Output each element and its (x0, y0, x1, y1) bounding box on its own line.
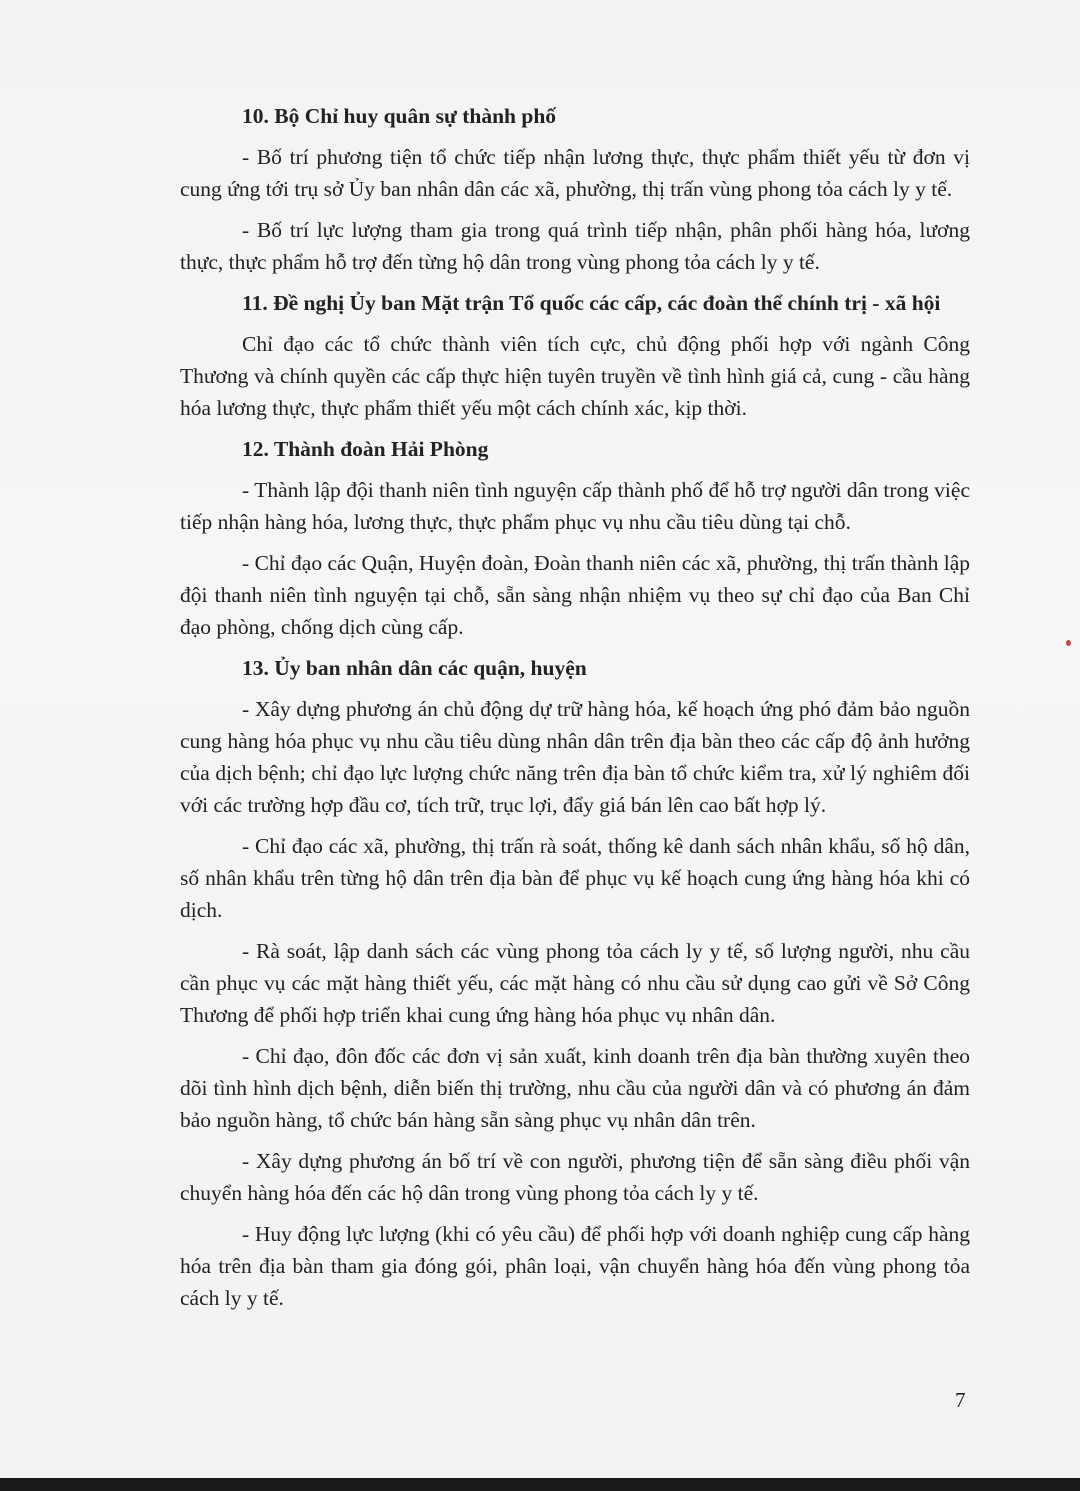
section-heading-12: 12. Thành đoàn Hải Phòng (242, 437, 489, 461)
section-heading-10: 10. Bộ Chỉ huy quân sự thành phố (242, 104, 557, 128)
section-heading-13: 13. Ủy ban nhân dân các quận, huyện (242, 656, 587, 680)
section-13-paragraph-1: - Xây dựng phương án chủ động dự trữ hàng hóa, kế hoạch ứng phó đảm bảo nguồn cung hàng hóa phục vụ nhu cầu tiêu dùng nhân dân trên địa bàn theo các cấp độ ảnh hưởng của dịch bệnh; chỉ đạo lực lượng chức năng trên địa bàn tổ chức kiểm tra, xử lý nghiêm đối với các trường hợp đầu cơ, tích trữ, trục lợi, đẩy giá bán lên cao bất hợp lý. (180, 697, 970, 817)
section-12-paragraph-1: - Thành lập đội thanh niên tình nguyện cấp thành phố để hỗ trợ người dân trong việc tiếp nhận hàng hóa, lương thực, thực phẩm phục vụ nhu cầu tiêu dùng tại chỗ. (180, 478, 970, 534)
section-11-paragraph-1: Chỉ đạo các tổ chức thành viên tích cực, chủ động phối hợp với ngành Công Thương và chính quyền các cấp thực hiện tuyên truyền về tình hình giá cả, cung - cầu hàng hóa lương thực, thực phẩm thiết yếu một cách chính xác, kịp thời. (180, 332, 970, 420)
section-10-paragraph-2: - Bố trí lực lượng tham gia trong quá trình tiếp nhận, phân phối hàng hóa, lương thực, thực phẩm hỗ trợ đến từng hộ dân trong vùng phong tỏa cách ly y tế. (180, 218, 970, 274)
section-12-paragraph-2: - Chỉ đạo các Quận, Huyện đoàn, Đoàn thanh niên các xã, phường, thị trấn thành lập đội thanh niên tình nguyện tại chỗ, sẵn sàng nhận nhiệm vụ theo sự chỉ đạo của Ban Chỉ đạo phòng, chống dịch cùng cấp. (180, 551, 970, 639)
section-13-paragraph-5: - Xây dựng phương án bố trí về con người, phương tiện để sẵn sàng điều phối vận chuyển hàng hóa đến các hộ dân trong vùng phong tỏa cách ly y tế. (180, 1149, 970, 1205)
section-13-paragraph-3: - Rà soát, lập danh sách các vùng phong tỏa cách ly y tế, số lượng người, nhu cầu cần phục vụ các mặt hàng thiết yếu, các mặt hàng có nhu cầu sử dụng cao gửi về Sở Công Thương để phối hợp triển khai cung ứng hàng hóa phục vụ nhân dân. (180, 939, 970, 1027)
page-number: 7 (955, 1388, 966, 1412)
section-13-paragraph-2: - Chỉ đạo các xã, phường, thị trấn rà soát, thống kê danh sách nhân khẩu, số hộ dân, số nhân khẩu trên từng hộ dân trên địa bàn để phục vụ kế hoạch cung ứng hàng hóa khi có dịch. (180, 834, 970, 922)
section-heading-11: 11. Đề nghị Ủy ban Mặt trận Tổ quốc các cấp, các đoàn thể chính trị - xã hội (242, 291, 941, 315)
bottom-edge-bar (0, 1478, 1080, 1491)
section-13-paragraph-4: - Chỉ đạo, đôn đốc các đơn vị sản xuất, kinh doanh trên địa bàn thường xuyên theo dõi tình hình dịch bệnh, diễn biến thị trường, nhu cầu của người dân và có phương án đảm bảo nguồn hàng, tổ chức bán hàng sẵn sàng phục vụ nhân dân trên. (180, 1044, 970, 1132)
document-body (180, 100, 970, 1323)
section-10-paragraph-1: - Bố trí phương tiện tổ chức tiếp nhận lương thực, thực phẩm thiết yếu từ đơn vị cung ứng tới trụ sở Ủy ban nhân dân các xã, phường, thị trấn vùng phong tỏa cách ly y tế. (180, 145, 970, 201)
red-ink-mark (1066, 640, 1071, 646)
section-13-paragraph-6: - Huy động lực lượng (khi có yêu cầu) để phối hợp với doanh nghiệp cung cấp hàng hóa trên địa bàn tham gia đóng gói, phân loại, vận chuyển hàng hóa đến vùng phong tỏa cách ly y tế. (180, 1222, 970, 1310)
